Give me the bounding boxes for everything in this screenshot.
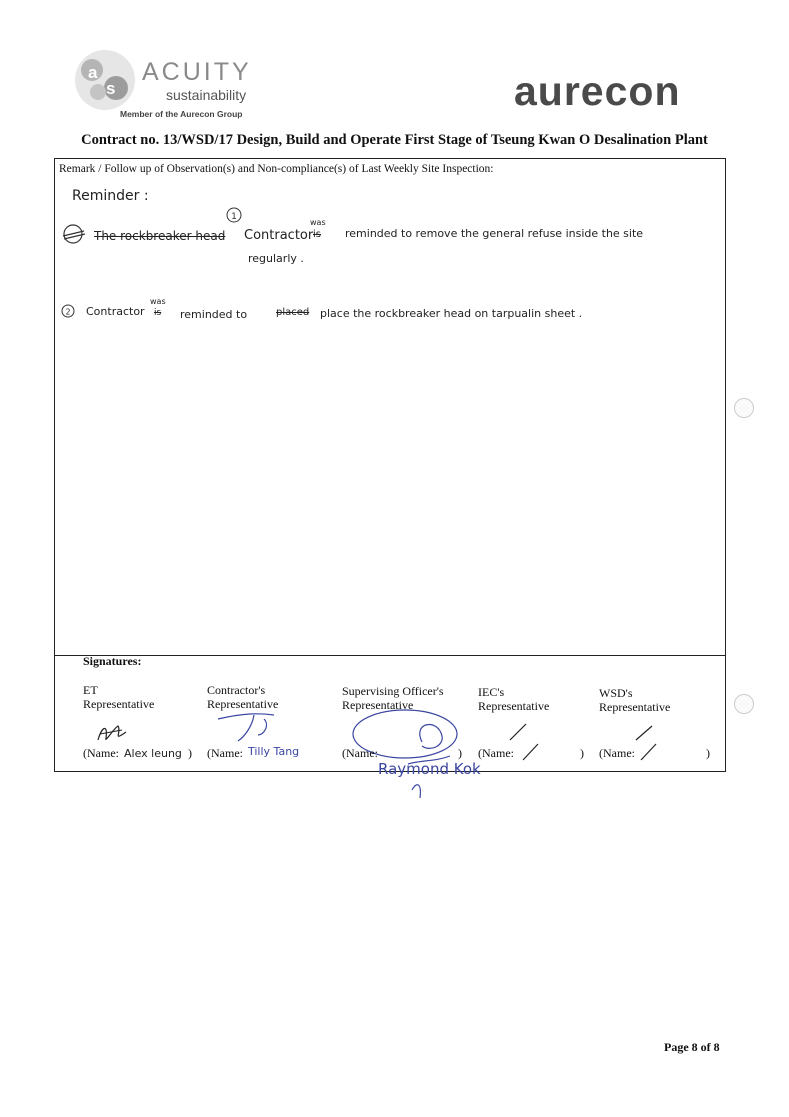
sig-role-line2: Representative — [478, 699, 550, 713]
wsd-name-slash-mark — [638, 740, 660, 764]
item2-number: 2 — [65, 307, 71, 317]
acuity-logo-mark-icon — [68, 48, 140, 112]
item2-text-end: place the rockbreaker head on tarpualin sheet . — [320, 307, 583, 320]
wsd-name-label: (Name: — [599, 746, 635, 760]
sig-role-line1: IEC's — [478, 685, 505, 699]
et-name-label: (Name: — [83, 746, 119, 760]
sig-role-iec — [478, 685, 549, 713]
inspection-form-box — [54, 158, 726, 772]
item2-struck-text: placed — [276, 307, 310, 318]
et-signature-icon — [92, 718, 132, 748]
supervising-officer-name-close: ) — [458, 746, 462, 760]
remark-label: Remark / Follow up of Observation(s) and Non-compliance(s) of Last Weekly Site Inspection: — [59, 163, 494, 175]
sig-role-et — [83, 683, 154, 711]
sig-role-line1: WSD's — [599, 686, 633, 700]
acuity-subtitle: sustainability — [166, 87, 247, 103]
sig-role-line2: Representative — [83, 697, 155, 711]
svg-text:s: s — [106, 79, 116, 98]
et-name-value: Alex leung — [124, 747, 182, 760]
item2-was: was — [150, 297, 166, 306]
signature-divider — [54, 655, 726, 656]
iec-name-close: ) — [580, 746, 584, 760]
contract-title: Contract no. 13/WSD/17 Design, Build and Operate First Stage of Tseung Kwan O Desalination Plant — [81, 132, 708, 148]
acuity-member-note: Member of the Aurecon Group — [120, 109, 243, 119]
acuity-wordmark: ACUITY — [142, 58, 252, 86]
contractor-name-label: (Name: — [207, 746, 243, 760]
page-number: Page 8 of 8 — [664, 1040, 720, 1054]
item1-was: was — [310, 218, 326, 227]
iec-name-slash-mark — [520, 740, 542, 764]
contractor-signature-icon — [214, 705, 294, 745]
supervising-officer-name-value: Raymond Kok — [378, 760, 481, 778]
item1-struck-text: The rockbreaker head — [94, 229, 226, 243]
item1-text-end: regularly . — [248, 252, 304, 265]
sig-role-line1: Contractor's — [207, 683, 266, 697]
item1-is-struck: is — [313, 229, 321, 240]
punch-hole — [734, 694, 754, 714]
item2-text-contractor: Contractor — [86, 305, 145, 318]
supervising-officer-name-label: (Name: — [342, 746, 378, 760]
sig-role-line2: Representative — [342, 698, 414, 712]
reminder-heading: Reminder : — [72, 188, 149, 204]
item2-is-struck: is — [154, 308, 162, 318]
item1-number-circle — [226, 206, 242, 224]
punch-hole — [734, 398, 754, 418]
sig-role-wsd — [599, 686, 670, 714]
item1-number: 1 — [231, 212, 237, 222]
signatures-title: Signatures: — [83, 654, 142, 668]
item2-text-body: reminded to — [180, 308, 248, 321]
sig-role-line2: Representative — [207, 697, 279, 711]
svg-text:a: a — [88, 63, 98, 82]
scribbled-circle-icon — [60, 222, 88, 246]
item1-text-body: reminded to remove the general refuse inside the site — [345, 227, 644, 240]
contractor-name-value: Tilly Tang — [248, 745, 300, 758]
iec-name-label: (Name: — [478, 746, 514, 760]
acuity-logo — [68, 48, 268, 122]
et-name-close: ) — [188, 746, 192, 760]
sig-role-line1: Supervising Officer's — [342, 684, 444, 698]
aurecon-logo: aurecon — [514, 68, 681, 114]
item2-number-circle — [60, 303, 76, 319]
wsd-name-close: ) — [706, 746, 710, 760]
sig-role-line2: Representative — [599, 700, 671, 714]
item1-text-contractor: Contractor — [244, 228, 314, 243]
sig-role-line1: ET — [83, 683, 98, 697]
